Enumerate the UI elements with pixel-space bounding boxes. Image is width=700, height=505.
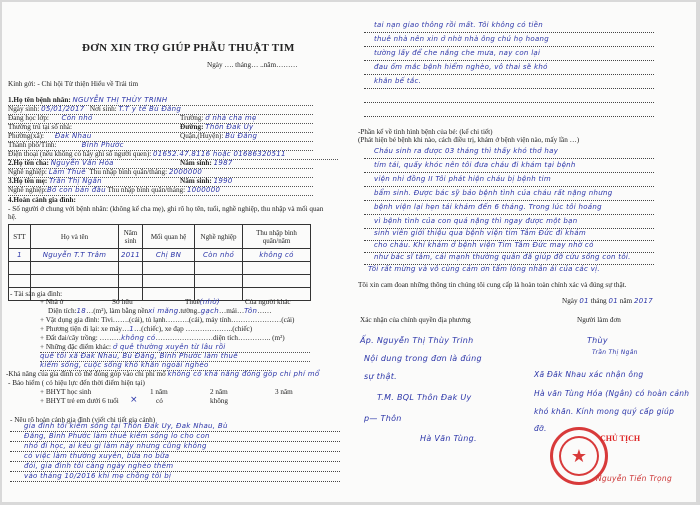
page-title: ĐƠN XIN TRỢ GIÚP PHẪU THUẬT TIM — [82, 42, 295, 54]
option-3-year: 3 năm — [275, 388, 293, 396]
illness-line: bẩm sinh. Được bác sỹ bảo bệnh tình của cháu rất nặng nhưng — [364, 187, 654, 201]
patient-class: Còn nhỏ — [61, 114, 93, 122]
patient-school: ở nhà cha mẹ — [205, 114, 257, 122]
illness-line: bệnh viện lại hẹn tái khám đến 6 tháng. Trong lúc tôi hoảng — [364, 201, 654, 215]
label: -Khả năng của gia đình có thể đóng góp vào chi phí mổ — [6, 370, 166, 378]
table-row — [9, 275, 311, 288]
label: Quận,(Huyện): — [180, 132, 224, 140]
illness-line: cho cháu. Khi khám ở bệnh viện Tim Tâm Đức may nhờ có — [364, 239, 654, 253]
detail-line: vào tháng 10/2016 khi mẹ chồng tôi bị — [10, 472, 340, 482]
patient-phone: 01652.47.8116 hoặc 01686320511 — [153, 150, 286, 158]
label: năm — [619, 297, 633, 305]
illness-line: sinh viên giới thiệu qua bệnh viện tim Tâm Đức đi khám — [364, 227, 654, 241]
cell: 2011 — [119, 249, 143, 262]
label: Thường trú tại số nhà: — [8, 123, 72, 131]
continued-line: tai nạn giao thông rồi mất. Tôi không có tiền — [364, 19, 654, 33]
chairman-name: Nguyễn Tiến Trọng — [596, 474, 673, 483]
wall-value: gạch — [200, 307, 220, 315]
illness-line: Cháu sinh ra được 03 tháng thì thấy khó thở hay — [364, 145, 654, 159]
continued-line: thuê nhà nên xin ở nhờ nhà ông chú họ hoang — [364, 33, 654, 47]
label: Nơi sinh: — [89, 105, 117, 113]
th: Năm sinh — [119, 225, 143, 249]
cell: không có — [243, 249, 311, 262]
own-option: Sở hữu — [112, 298, 133, 306]
continued-line: đau ốm mắc bệnh hiểm nghèo, vô thai sẽ khó — [364, 61, 654, 75]
chairman-title: CHỦ TỊCH — [600, 434, 641, 443]
land-value: không có — [121, 334, 156, 342]
table-header-row — [9, 225, 311, 249]
illness-line: Tôi rất mừng và vô cùng cảm ơn tấm lòng nhân ái của các vị. — [368, 265, 600, 273]
label: Phường(xã): — [8, 132, 45, 140]
detail-line: gia đình tôi kiếm sống tại Thôn Đak Uy, Đak Nhau, Bù — [10, 422, 340, 432]
family-intro: - Số người ở chung với bệnh nhân: (không kể cha mẹ), ghi rõ họ tên, tuổi, nghề nghiệp, thu nhập và mối quan hệ. — [8, 205, 324, 221]
pledge: Tôi xin cam đoan những thông tin chúng tôi cung cấp là hoàn toàn chính xác và đúng sự thật. — [358, 281, 627, 289]
label: (chiếc), xe đạp ………………..(chiếc) — [141, 325, 253, 333]
area-value: 18 — [76, 307, 87, 315]
mother-job: Bỏ con bán đầu — [46, 186, 106, 194]
detail-label: - Nêu rõ hoàn cảnh gia đình (viết chi tiết gia cảnh) — [10, 416, 156, 424]
th: STT — [9, 225, 31, 249]
local-text: Nội dung trong đơn là đúng — [364, 354, 482, 363]
appliances: + Vật dụng gia đình: Tivi…….(cái), tủ lạnh……….(cái), máy tính…………………(cái) — [40, 316, 295, 324]
vehicle-value: 1 — [129, 325, 134, 333]
local-signature: Hà Văn Tùng. — [420, 434, 477, 443]
local-text: sự thật. — [364, 372, 397, 381]
family-heading: 4.Hoàn cảnh gia đình: — [8, 196, 76, 204]
detail-line: nhỏ đi học, ai kêu gì làm nấy nhưng cũng không — [10, 442, 340, 452]
recipient: Kính gởi: - Chi hội Từ thiện Hiểu về Trái tim — [8, 80, 139, 88]
label: tường — [180, 307, 198, 315]
check-mark: × — [130, 395, 138, 405]
floor-value: xi măng — [148, 307, 179, 315]
option-yes: có — [156, 397, 163, 405]
local-text: p— Thôn — [364, 414, 402, 423]
house-label: + Nhà ở — [40, 298, 64, 306]
father-income: 2000000 — [168, 168, 203, 176]
roof-value: Tôn — [244, 307, 258, 315]
illness-label: -Phần kể về tình hình bệnh của bé: (kể chi tiết) — [358, 128, 493, 136]
label: Đường: — [180, 123, 204, 131]
label: Ngày sinh: — [8, 105, 40, 113]
patient-ward: Đak Nhau — [54, 132, 92, 140]
detail-line: Đăng, Bình Phước làm thuê kiếm sống lo cho con — [10, 432, 340, 442]
rent-mark: (nhờ) — [199, 298, 220, 306]
features-line: kiếm sống, cuộc sống khó khăn ngoài nghèo — [40, 361, 270, 371]
label: Ngày — [562, 297, 578, 305]
father-name: Nguyễn Văn Hóa — [50, 159, 114, 167]
table-row — [9, 249, 311, 262]
rent-option: Thuê — [185, 298, 200, 306]
detail-line: có việc làm thường xuyên, bữa no bữa — [10, 452, 340, 462]
label: diện tích………….. (m²) — [213, 334, 285, 342]
illness-line: vì bệnh tình của con quá nặng thì ngay được một bạn — [364, 215, 654, 229]
features-line: ở quê thường xuyên từ lâu rồi — [112, 343, 226, 351]
label: (m²), làm bằng nền — [93, 307, 149, 315]
label: 1.Họ tên bệnh nhân: — [8, 96, 71, 104]
patient-street: Thôn Đak Uy — [205, 123, 254, 131]
label: mái — [226, 307, 237, 315]
label: Đang học lớp: — [8, 114, 49, 122]
label: Năm sinh: — [180, 159, 212, 167]
assets-label: - Tài sản gia đình: — [10, 290, 63, 298]
th: Nghề nghiệp — [195, 225, 243, 249]
continued-line: khăn bế tắc. — [364, 75, 654, 89]
table-row — [9, 262, 311, 275]
father-job: Làm Thuê — [48, 168, 86, 176]
applicant-name: Trần Thị Ngân — [592, 349, 638, 356]
father-year: 1987 — [213, 159, 233, 167]
applicant-label: Người làm đơn — [577, 316, 621, 324]
label: Thành phố/Tỉnh: — [8, 141, 57, 149]
cell: Nguyễn T.T Trâm — [31, 249, 119, 262]
features-line: quê tôi xã Đak Nhau, Bù Đăng, Bình Phước làm thuê — [40, 352, 310, 362]
mother-year: 1990 — [213, 177, 233, 185]
official-stamp-icon: ★ — [550, 427, 608, 485]
others-option: Của người khác — [245, 298, 291, 306]
local-text: T.M. BQL Thôn Đak Uy — [377, 393, 472, 402]
option-1-year: 1 năm — [150, 388, 168, 396]
th: Họ và tên — [31, 225, 119, 249]
label: 3.Họ tên mẹ: — [8, 177, 48, 185]
sign-year: 2017 — [633, 297, 653, 305]
label: + Những đặc điểm khác: — [40, 343, 112, 351]
label: Điện thoại (nếu không có hãy ghi số người quen): — [8, 150, 152, 158]
continued-line: tường lấy để che nắng che mưa, nay con lại — [364, 47, 654, 61]
date-line: Ngày …. tháng… ..năm……… — [207, 61, 298, 69]
mother-income: 1000000 — [186, 186, 221, 194]
cell: 1 — [9, 249, 31, 262]
label: Nghề nghiệp: — [8, 186, 47, 194]
blank-line — [364, 89, 654, 103]
th: Thu nhập bình quân/năm — [243, 225, 311, 249]
label: Thu nhập bình quân/tháng: — [89, 168, 168, 176]
commune-text: Hà văn Tùng Hóa (Ngân) có hoàn cảnh — [534, 389, 690, 398]
bhyt-student: + BHYT học sinh — [40, 388, 92, 396]
th: Mối quan hệ — [143, 225, 195, 249]
cell: Chị BN — [143, 249, 195, 262]
label: 2.Họ tên cha: — [8, 159, 49, 167]
label: Trường: — [180, 114, 204, 122]
label: Diện tích: — [48, 307, 77, 315]
detail-line: đói, gia đình tôi càng ngày nghèo thêm — [10, 462, 340, 472]
insurance-label: - Bảo hiểm ( có hiệu lực đến thời điểm hiện tại) — [8, 379, 145, 387]
illness-line: như bác sĩ tâm, cái mạnh thường quân đã giúp đỡ cứu sống con tôi. — [364, 251, 654, 265]
label: tháng — [590, 297, 607, 305]
local-text: Ấp. Nguyễn Thị Thùy Trinh — [360, 336, 474, 345]
commune-text: đỡ. — [534, 424, 547, 433]
illness-line: tím tái, quấy khóc nên tôi đưa cháu đi khám tại bệnh — [364, 159, 654, 173]
label: + Đất đai/cây trồng: — [40, 334, 98, 342]
bhyt-child: + BHYT trẻ em dưới 6 tuổi — [40, 397, 119, 405]
cell: Còn nhỏ — [195, 249, 243, 262]
blank-line — [364, 103, 654, 117]
commune-text: khó khăn. Kính mong quý cấp giúp — [534, 407, 675, 416]
sign-day: 01 — [579, 297, 589, 305]
label: Nghề nghiệp: — [8, 168, 47, 176]
illness-hint: (Phát hiện bé bệnh khi nào, cách điều trị, khám ở bệnh viện nào, mấy lần …) — [358, 136, 580, 144]
ability-value: không có khả năng đóng góp chi phí mổ — [167, 370, 320, 378]
patient-birthplace: T.T y tế Bù Đăng — [118, 105, 182, 113]
commune-text: Xã Đăk Nhau xác nhận ông — [534, 370, 644, 379]
patient-city: Bình Phước — [81, 141, 124, 149]
document-page: ĐƠN XIN TRỢ GIÚP PHẪU THUẬT TIM Ngày …. tháng… ..năm……… Kính gởi: - Chi hội Từ thiện Hiểu về Trái tim 1.Họ tên bệnh nhân: NGUYỄN THỊ THÙY TRINH Ngày sinh: 05/01/2017 Nơi sinh: T.T y tế Bù Đăng Đang học lớp: Còn nhỏ Trường: ở nhà cha mẹ Thường trú tại số nhà: Đường: Thôn Đak Uy Phường(xã): Đak Nhau Quận,(Huyện): Bù Đăng Thành phố/Tỉnh: Bình Phước Điện thoại (nếu không có hãy ghi số người quen): 01652.47.8116 hoặc 01686320511 2.Họ tên cha: Nguyễn Văn Hóa Năm sinh: 1987 Nghề nghiệp: Làm Thuê Thu nhập bình quân/tháng: 2000000 3.Họ tên mẹ: Trần Thị Ngân Năm sinh: 1990 Nghề nghiệp:Bỏ con bán đầu Thu nhập bình quân/tháng: 1000000 4.Hoàn cảnh gia đình: - Số người ở chung với bệnh nhân: (không kể cha mẹ), ghi rõ họ tên, tuổi, nghề nghiệp, thu nhập và mối quan hệ. STT Họ và tên Năm sinh Mối quan hệ Nghề nghiệp Thu nhập bình quân/năm 1 Nguyễn T.T Trâm 2011 Chị BN Còn nhỏ không có - Tài sản gia đình: + Nhà ở Sở hữu Thuê(nhờ) Của người khác Diện tích:18…(m²), làm bằng nềnxi măng.tường..gạch…mái…Tôn…… + Vật dụng gia đình: Tivi…….(cái), tủ lạnh……….(cái), máy tính…………………(cái) + Phương tiện đi lại: xe máy…1…(chiếc), xe đạp ………………..(chiếc) + Đất đai/cây trồng: ………không có……………………diện tích………….. (m²) + Những đặc điểm khác: ở quê thường xuyên từ lâu rồi quê tôi xã Đak Nhau, Bù Đăng, Bình Phước làm thuê kiếm sống, cuộc sống khó khăn ngoài nghèo -Khả năng của gia đình có thể đóng góp vào chi phí mổ không có khả năng đóng góp chi phí mổ - Bảo hiểm ( có hiệu lực đến thời điểm hiện tại) + BHYT học sinh 1 năm 2 năm 3 năm + BHYT trẻ em dưới 6 tuổi × có không - Nêu rõ hoàn cảnh gia đình (viết chi tiết gia cảnh) gia đình tôi kiếm sống tại Thôn Đak Uy, Đak Nhau, Bù Đăng, Bình Phước làm thuê kiếm sống lo cho con nhỏ đi học, ai kêu gì làm nấy nhưng cũng không có việc làm thường xuyên, bữa no bữa đói, gia đình tôi càng ngày nghèo thêm vào tháng 10/2016 khi mẹ chồng tôi bị tai nạn giao thông rồi mất. Tôi không có tiền thuê nhà nên xin ở nhờ nhà ông chú họ hoang tường lấy để che nắng che mưa, nay con lại đau ốm mắc bệnh hiểm nghèo, vô thai sẽ khó khăn bế tắc. -Phần kể về tình hình bệnh của bé: (kể chi tiết) (Phát hiện bé bệnh khi nào, cách điều trị, khám ở bệnh viện nào, mấy lần …) Cháu sinh ra được 03 tháng thì thấy khó thở hay tím tái, quấy khóc nên tôi đưa cháu đi khám tại bệnh viện nhi đồng II Tôi phát hiện cháu bị bệnh tim bẩm sinh. Được bác sỹ bảo bệnh tình của cháu rất nặng nhưng bệnh viện lại hẹn tái khám đến 6 tháng. Trong lúc tôi hoảng vì bệnh tình của con quá nặng thì ngay được một bạn sinh viên giới thiệu qua bệnh viện tim Tâm Đức đi khám cho cháu. Khi khám ở bệnh viện Tim Tâm Đức may nhờ có như bác sĩ tâm, cái mạnh thường quân đã giúp đỡ cứu sống con tôi. Tôi rất mừng và vô cùng cảm ơn tấm lòng nhân ái của các vị. Tôi xin cam đoan những thông tin chúng tôi cung cấp là hoàn toàn chính xác và đúng sự thật. Ngày 01 tháng 01 năm 2017 Xác nhận của chính quyền địa phương Người làm đơn Ấp. Nguyễn Thị Thùy Trinh Nội dung trong đơn là đúng sự thật. T.M. BQL Thôn Đak Uy p— Thôn Hà Văn Tùng. Thùy Trần Thị Ngân Xã Đăk Nhau xác nhận ông Hà văn Tùng Hóa (Ngân) có hoàn cảnh khó khăn. Kính mong quý cấp giúp đỡ. ★ CHỦ TỊCH Nguyễn Tiến Trọng — [2, 2, 696, 502]
option-no: không — [210, 397, 228, 405]
patient-district: Bù Đăng — [225, 132, 258, 140]
illness-line: viện nhi đồng II Tôi phát hiện cháu bị bệnh tim — [364, 173, 654, 187]
patient-dob: 05/01/2017 — [41, 105, 85, 113]
label: Năm sinh: — [180, 177, 212, 185]
sign-month: 01 — [608, 297, 618, 305]
option-2-year: 2 năm — [210, 388, 228, 396]
mother-name: Trần Thị Ngân — [49, 177, 102, 185]
patient-name: NGUYỄN THỊ THÙY TRINH — [72, 96, 168, 104]
applicant-signature: Thùy — [587, 336, 608, 345]
label: Thu nhập bình quân/tháng: — [107, 186, 186, 194]
local-authority-label: Xác nhận của chính quyền địa phương — [360, 316, 471, 324]
label: + Phương tiện đi lại: xe máy — [40, 325, 123, 333]
